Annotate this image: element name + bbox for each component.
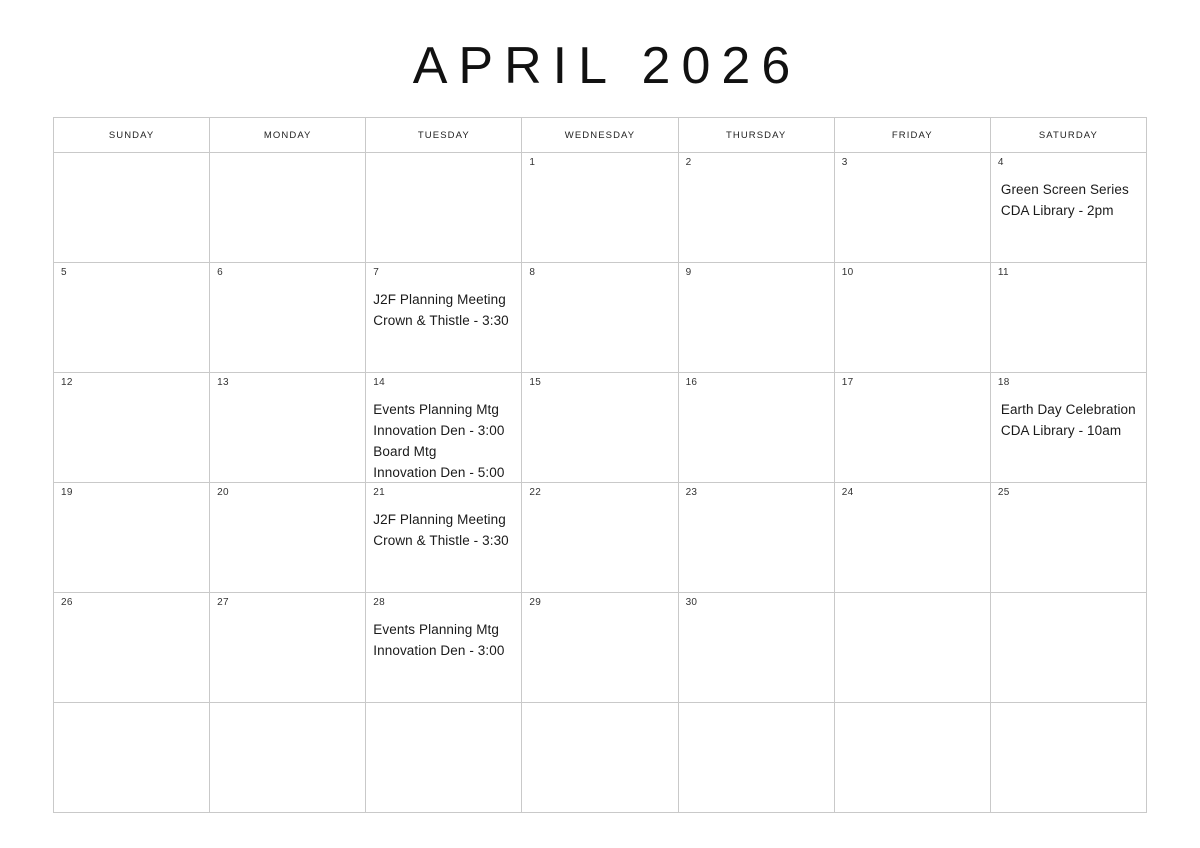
day-cell[interactable] bbox=[990, 153, 1146, 263]
day-events bbox=[1001, 179, 1142, 221]
weekday-header-sunday: SUNDAY bbox=[54, 118, 210, 153]
day-number: 18 bbox=[997, 377, 1010, 388]
day-number: 3 bbox=[841, 157, 848, 168]
day-number: 14 bbox=[373, 377, 386, 388]
day-number: 8 bbox=[529, 267, 536, 278]
day-cell[interactable] bbox=[522, 373, 678, 483]
day-cell[interactable] bbox=[366, 153, 522, 263]
day-number: 9 bbox=[685, 267, 692, 278]
day-cell[interactable] bbox=[678, 703, 834, 813]
day-cell[interactable] bbox=[210, 703, 366, 813]
day-cell[interactable] bbox=[522, 263, 678, 373]
day-cell[interactable] bbox=[990, 263, 1146, 373]
day-number: 28 bbox=[373, 597, 386, 608]
day-cell[interactable] bbox=[834, 373, 990, 483]
week-row bbox=[54, 483, 1147, 593]
event-line: Events Planning Mtg bbox=[373, 622, 500, 637]
day-cell[interactable] bbox=[366, 483, 522, 593]
day-number: 17 bbox=[841, 377, 854, 388]
weekday-header-saturday: SATURDAY bbox=[990, 118, 1146, 153]
day-number: 7 bbox=[373, 267, 380, 278]
weekday-header-friday: FRIDAY bbox=[834, 118, 990, 153]
day-number: 19 bbox=[61, 487, 73, 498]
weekday-header-thursday: THURSDAY bbox=[678, 118, 834, 153]
event-line: Crown & Thistle - 3:30 bbox=[373, 313, 509, 328]
day-cell[interactable] bbox=[210, 153, 366, 263]
event-line: J2F Planning Meeting bbox=[373, 512, 506, 527]
day-cell[interactable] bbox=[678, 263, 834, 373]
day-cell[interactable] bbox=[54, 263, 210, 373]
event-line: Events Planning Mtg bbox=[373, 402, 500, 417]
week-row bbox=[54, 153, 1147, 263]
page-title: APRIL 2026 bbox=[412, 37, 802, 95]
event-line: Innovation Den - 3:00 bbox=[373, 423, 505, 438]
event-line: Green Screen Series bbox=[1000, 182, 1129, 197]
event-line: CDA Library - 2pm bbox=[1000, 203, 1114, 218]
week-row bbox=[54, 373, 1147, 483]
day-events bbox=[1001, 399, 1142, 441]
day-cell[interactable] bbox=[54, 483, 210, 593]
weekday-header-row bbox=[54, 118, 1147, 153]
day-number: 29 bbox=[529, 597, 542, 608]
day-number: 15 bbox=[529, 377, 542, 388]
weekday-header-monday: MONDAY bbox=[210, 118, 366, 153]
day-number: 23 bbox=[685, 487, 698, 498]
day-number: 1 bbox=[529, 157, 536, 168]
day-cell[interactable] bbox=[834, 263, 990, 373]
day-number: 22 bbox=[529, 487, 542, 498]
day-cell[interactable] bbox=[210, 483, 366, 593]
day-number: 2 bbox=[685, 157, 692, 168]
day-cell[interactable] bbox=[54, 703, 210, 813]
day-cell[interactable] bbox=[54, 593, 210, 703]
day-number: 4 bbox=[997, 157, 1004, 168]
event-line: Crown & Thistle - 3:30 bbox=[373, 533, 509, 548]
event-line: Innovation Den - 5:00 bbox=[373, 465, 505, 480]
day-number: 16 bbox=[685, 377, 698, 388]
week-row bbox=[54, 703, 1147, 813]
day-cell[interactable] bbox=[522, 483, 678, 593]
day-number: 13 bbox=[217, 377, 229, 388]
day-cell[interactable] bbox=[678, 373, 834, 483]
day-cell[interactable] bbox=[678, 593, 834, 703]
day-cell[interactable] bbox=[678, 483, 834, 593]
event-line: Board Mtg bbox=[373, 444, 437, 459]
day-events bbox=[373, 619, 517, 661]
day-cell[interactable] bbox=[522, 153, 678, 263]
day-number: 20 bbox=[217, 487, 229, 498]
day-cell[interactable] bbox=[54, 373, 210, 483]
day-number: 10 bbox=[841, 267, 854, 278]
weekday-header-wednesday: WEDNESDAY bbox=[522, 118, 678, 153]
day-number: 5 bbox=[61, 267, 67, 278]
day-events bbox=[373, 289, 517, 331]
day-number: 11 bbox=[997, 267, 1009, 278]
day-number: 30 bbox=[685, 597, 698, 608]
day-events bbox=[373, 399, 517, 483]
day-cell[interactable] bbox=[990, 483, 1146, 593]
day-number: 24 bbox=[841, 487, 854, 498]
day-cell[interactable] bbox=[366, 593, 522, 703]
day-cell[interactable] bbox=[366, 373, 522, 483]
day-cell[interactable] bbox=[990, 703, 1146, 813]
month-grid bbox=[53, 117, 1147, 813]
day-number: 21 bbox=[373, 487, 386, 498]
day-cell[interactable] bbox=[54, 153, 210, 263]
day-events bbox=[373, 509, 517, 551]
weekday-header-tuesday: TUESDAY bbox=[366, 118, 522, 153]
day-number: 27 bbox=[217, 597, 229, 608]
event-line: CDA Library - 10am bbox=[1000, 423, 1122, 438]
day-cell[interactable] bbox=[210, 263, 366, 373]
day-cell[interactable] bbox=[990, 593, 1146, 703]
day-cell[interactable] bbox=[522, 703, 678, 813]
week-row bbox=[54, 593, 1147, 703]
event-line: Earth Day Celebration bbox=[1000, 402, 1136, 417]
day-cell[interactable] bbox=[210, 593, 366, 703]
day-number: 6 bbox=[217, 267, 224, 278]
day-number: 26 bbox=[61, 597, 73, 608]
day-cell[interactable] bbox=[678, 153, 834, 263]
day-cell[interactable] bbox=[366, 263, 522, 373]
day-cell[interactable] bbox=[990, 373, 1146, 483]
day-cell[interactable] bbox=[210, 373, 366, 483]
day-cell[interactable] bbox=[834, 593, 990, 703]
day-cell[interactable] bbox=[834, 153, 990, 263]
day-cell[interactable] bbox=[834, 483, 990, 593]
week-row bbox=[54, 263, 1147, 373]
event-line: Innovation Den - 3:00 bbox=[373, 643, 505, 658]
day-cell[interactable] bbox=[834, 703, 990, 813]
day-cell[interactable] bbox=[366, 703, 522, 813]
day-number: 25 bbox=[997, 487, 1010, 498]
day-cell[interactable] bbox=[522, 593, 678, 703]
event-line: J2F Planning Meeting bbox=[373, 292, 506, 307]
day-number: 12 bbox=[61, 377, 73, 388]
